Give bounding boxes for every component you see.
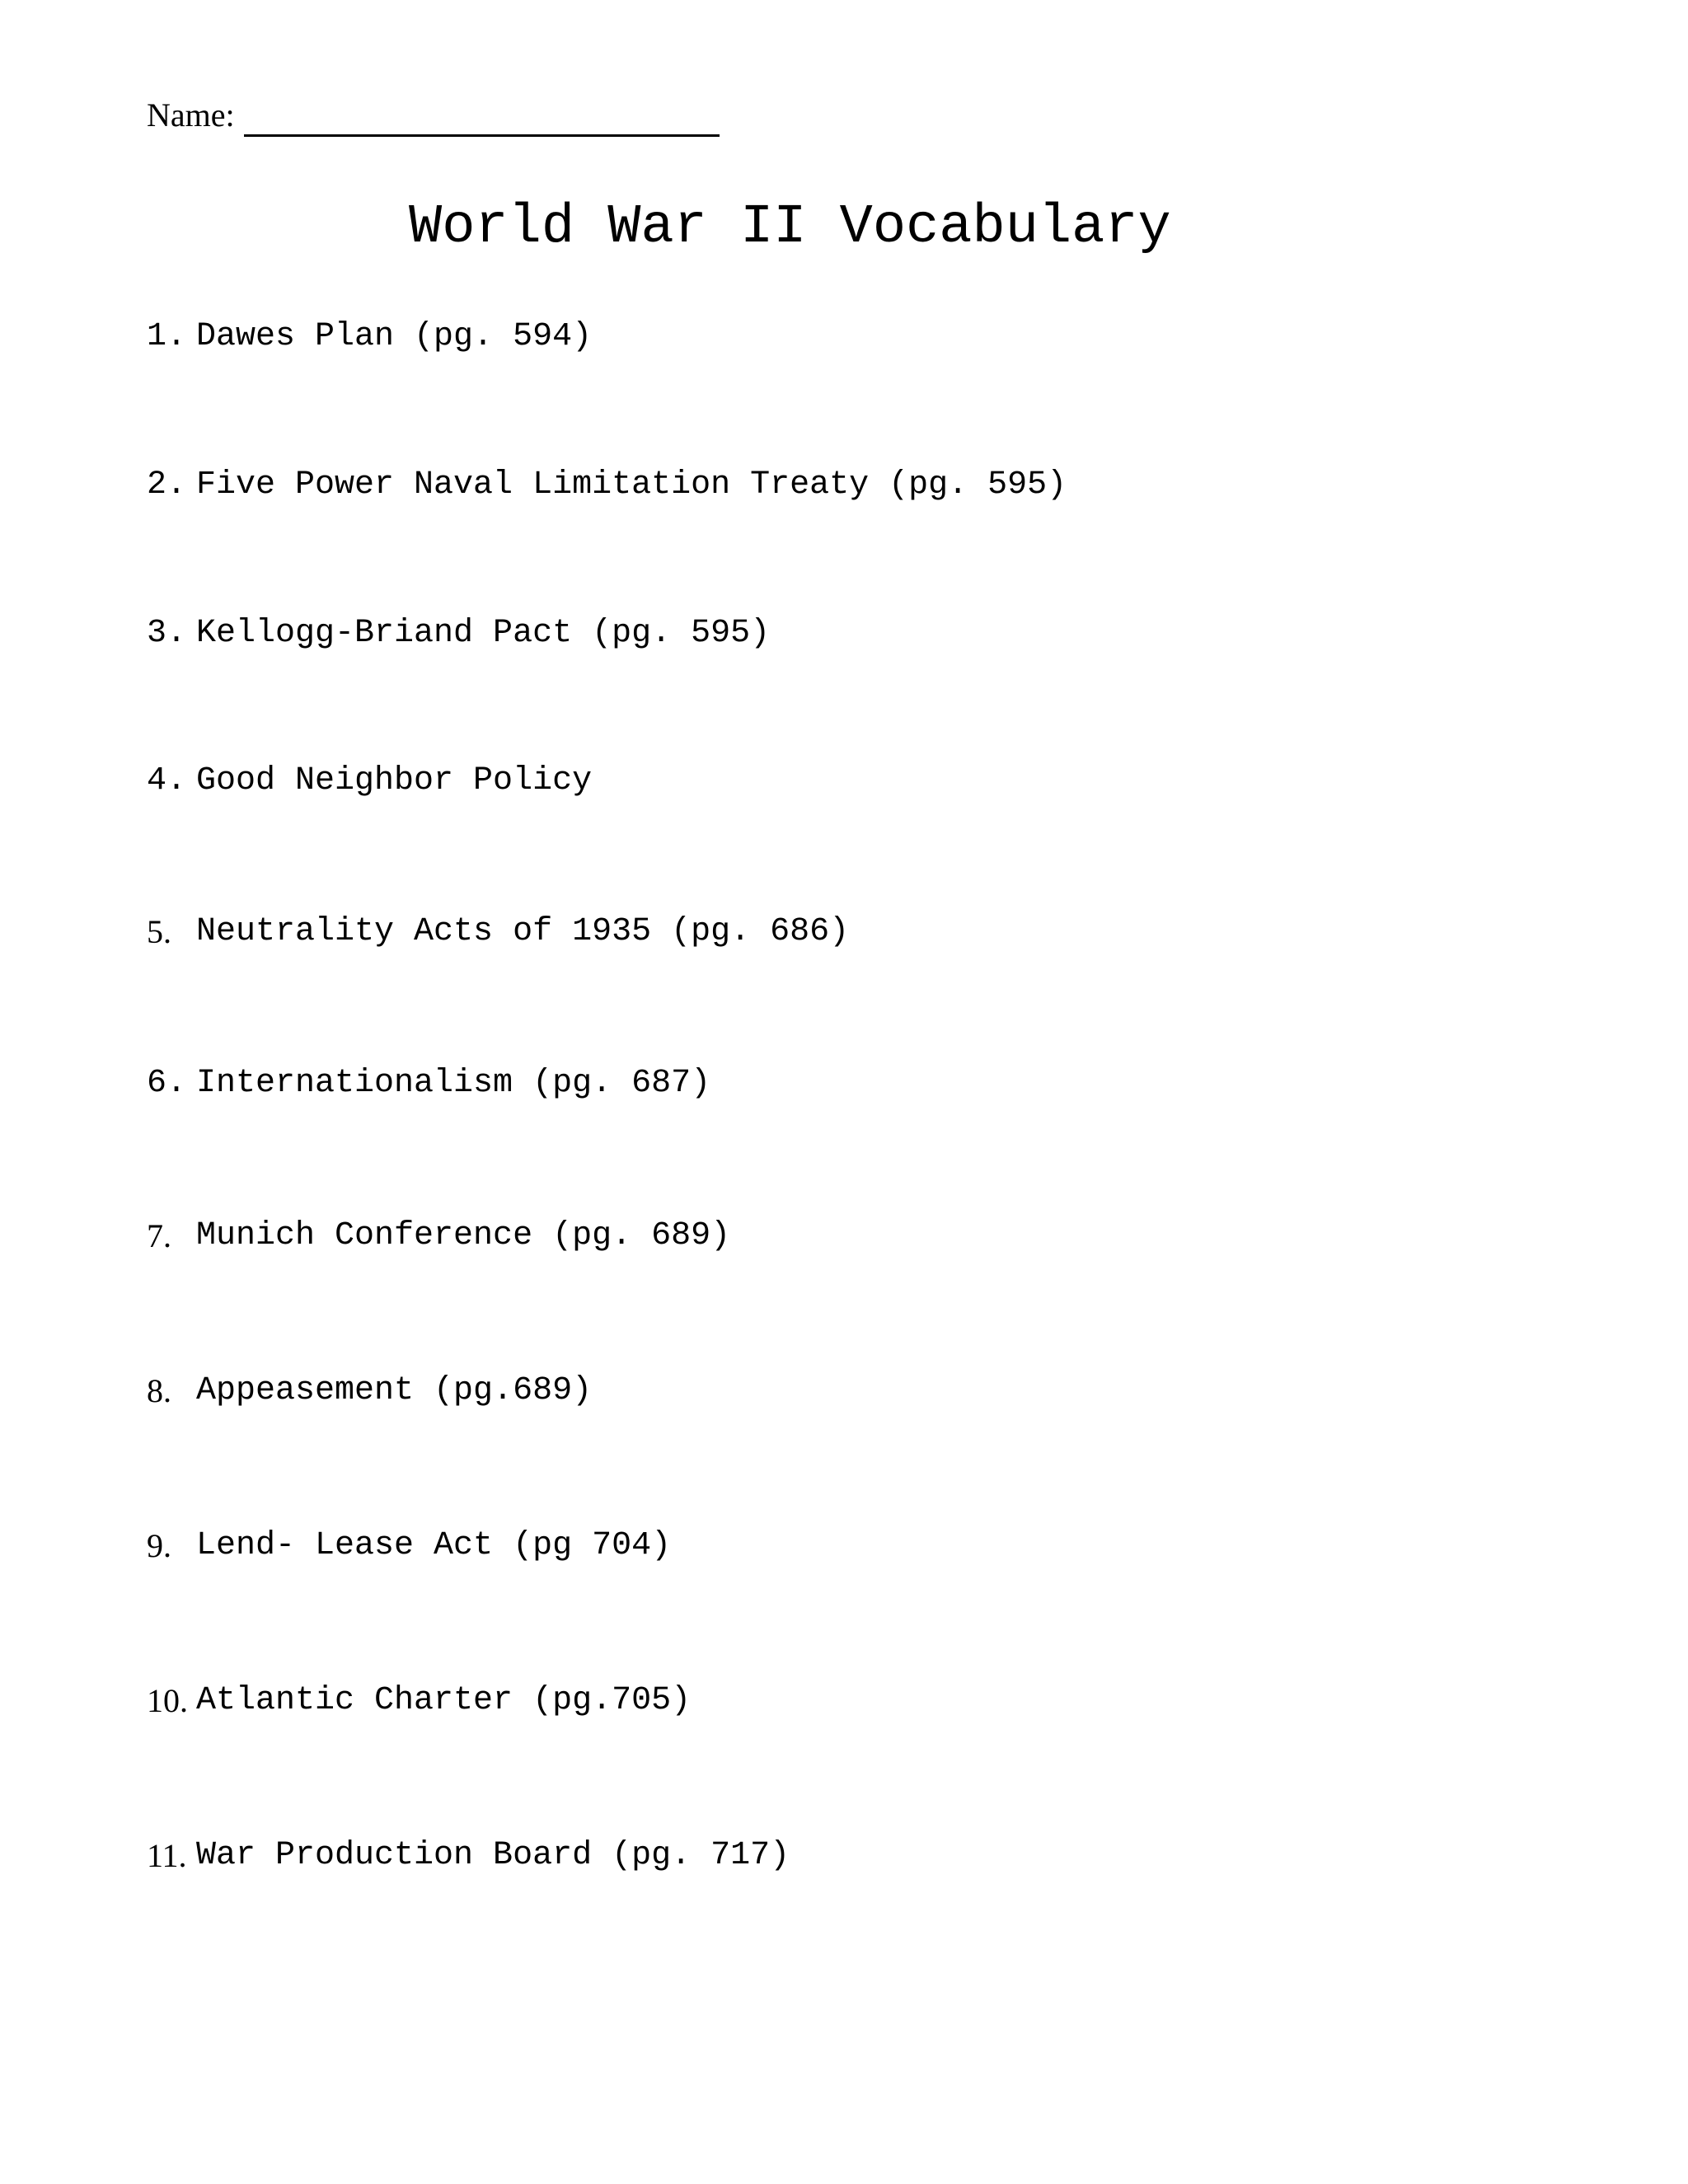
item-number: 5.	[147, 913, 171, 950]
item-term: Munich Conference (pg. 689)	[196, 1217, 731, 1254]
page-title: World War II Vocabulary	[409, 196, 1171, 259]
vocab-item	[0, 1371, 1688, 1412]
item-number: 1.	[147, 318, 187, 355]
item-term: Five Power Naval Limitation Treaty (pg. 595)	[196, 466, 1067, 504]
item-number: 3.	[147, 615, 187, 652]
item-term: Neutrality Acts of 1935 (pg. 686)	[196, 913, 850, 950]
item-number: 8.	[147, 1372, 171, 1409]
vocab-item	[0, 912, 1688, 953]
vocab-item	[0, 465, 1688, 506]
vocab-item	[0, 1835, 1688, 1877]
item-term: Good Neighbor Policy	[196, 762, 593, 799]
vocab-item	[0, 761, 1688, 802]
item-number: 4.	[147, 762, 187, 799]
vocab-item	[0, 1680, 1688, 1722]
vocab-item	[0, 1216, 1688, 1257]
vocab-item	[0, 613, 1688, 654]
item-number: 11.	[147, 1837, 187, 1874]
item-number: 6.	[147, 1065, 187, 1102]
item-term: War Production Board (pg. 717)	[196, 1837, 790, 1874]
name-label: Name:	[147, 96, 235, 134]
vocab-item	[0, 316, 1688, 358]
item-term: Appeasement (pg.689)	[196, 1372, 593, 1409]
item-term: Internationalism (pg. 687)	[196, 1065, 711, 1102]
item-term: Atlantic Charter (pg.705)	[196, 1682, 692, 1719]
vocab-item	[0, 1063, 1688, 1104]
item-number: 7.	[147, 1217, 171, 1254]
item-number: 2.	[147, 466, 187, 504]
vocab-item	[0, 1526, 1688, 1567]
item-number: 10.	[147, 1682, 188, 1719]
item-term: Dawes Plan (pg. 594)	[196, 318, 593, 355]
item-number: 9.	[147, 1527, 171, 1564]
item-term: Kellogg-Briand Pact (pg. 595)	[196, 615, 771, 652]
item-term: Lend- Lease Act (pg 704)	[196, 1527, 672, 1564]
